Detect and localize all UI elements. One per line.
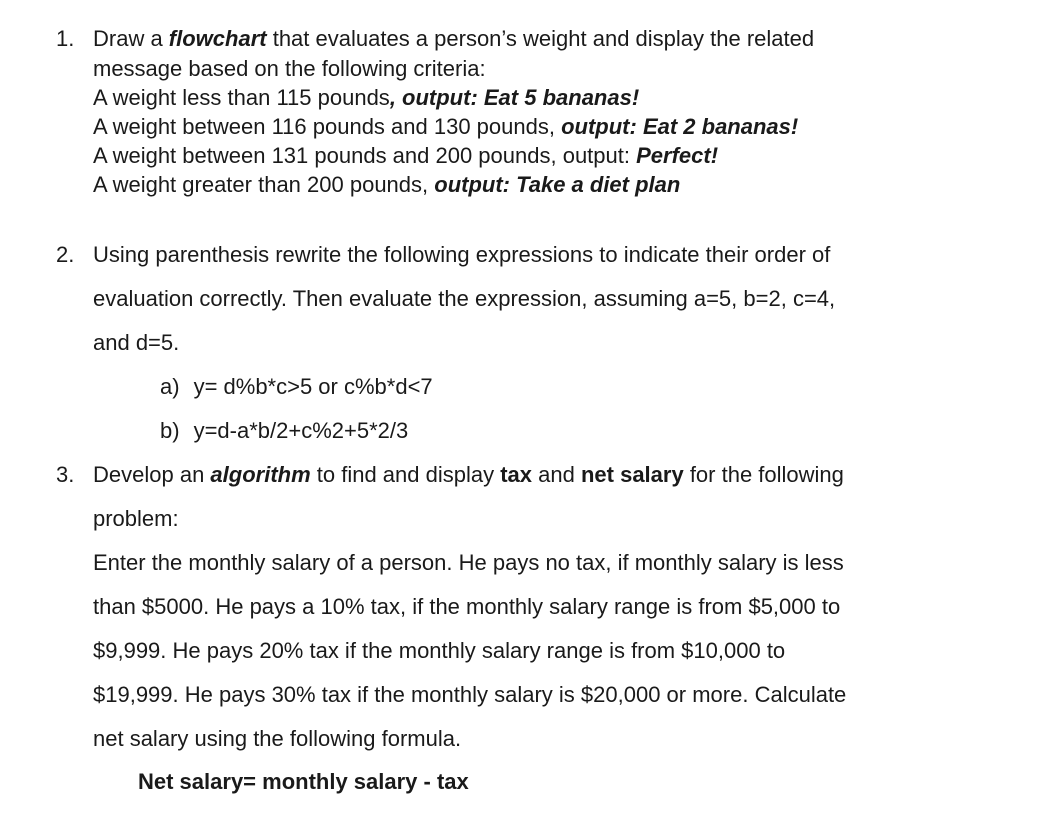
q3-line-2: problem: — [93, 506, 179, 531]
q1-line-5 — [93, 145, 718, 167]
q2-part-a — [160, 376, 433, 398]
text: for the following — [683, 462, 844, 487]
formula: Net salary= monthly salary - tax — [138, 769, 469, 794]
text: Draw a — [93, 26, 169, 51]
q3-line-3: Enter the monthly salary of a person. He pays no tax, if monthly salary is less — [93, 550, 844, 575]
q1-line-1 — [93, 28, 814, 50]
q1-line-3 — [93, 87, 639, 109]
q3-line-6: $19,999. He pays 30% tax if the monthly salary is $20,000 or more. Calculate — [93, 682, 847, 707]
q3-line-4: than $5000. He pays a 10% tax, if the monthly salary range is from $5,000 to — [93, 594, 841, 619]
q1-line-6 — [93, 174, 680, 196]
part-label: b) — [160, 418, 180, 443]
expression: y= d%b*c>5 or c%b*d<7 — [193, 374, 433, 399]
output-text: output: Eat 2 bananas! — [561, 114, 799, 139]
emphasis-tax: tax — [500, 462, 533, 487]
output-text: , output: Eat 5 bananas! — [389, 85, 640, 110]
part-label: a) — [160, 374, 180, 399]
q2-line-3: and d=5. — [93, 330, 180, 355]
q3-line-7: net salary using the following formula. — [93, 726, 462, 751]
text: A weight between 116 pounds and 130 pounds, — [93, 114, 562, 139]
q2-line-2: evaluation correctly. Then evaluate the expression, assuming a=5, b=2, c=4, — [93, 286, 836, 311]
text: A weight between 131 pounds and 200 pounds, output: — [93, 143, 637, 168]
emphasis-net-salary: net salary — [580, 462, 684, 487]
q2-part-b — [160, 420, 408, 442]
question-number: 2. — [56, 242, 75, 267]
q1-line-4 — [93, 116, 798, 138]
expression: y=d-a*b/2+c%2+5*2/3 — [193, 418, 409, 443]
text: A weight less than 115 pounds — [93, 85, 390, 110]
emphasis-algorithm: algorithm — [210, 462, 311, 487]
text: Develop an — [93, 462, 211, 487]
q3-line-1 — [93, 464, 844, 486]
output-text: output: Take a diet plan — [434, 172, 681, 197]
text: that evaluates a person’s weight and display the related — [266, 26, 815, 51]
question-number: 3. — [56, 462, 75, 487]
q3-line-5: $9,999. He pays 20% tax if the monthly salary range is from $10,000 to — [93, 638, 786, 663]
q1-line-2: message based on the following criteria: — [93, 56, 486, 81]
emphasis-flowchart: flowchart — [168, 26, 267, 51]
text: A weight greater than 200 pounds, — [93, 172, 435, 197]
text: and — [532, 462, 581, 487]
output-text: Perfect! — [636, 143, 719, 168]
text: to find and display — [310, 462, 501, 487]
question-number: 1. — [56, 26, 75, 51]
q2-line-1: Using parenthesis rewrite the following expressions to indicate their order of — [93, 242, 831, 267]
